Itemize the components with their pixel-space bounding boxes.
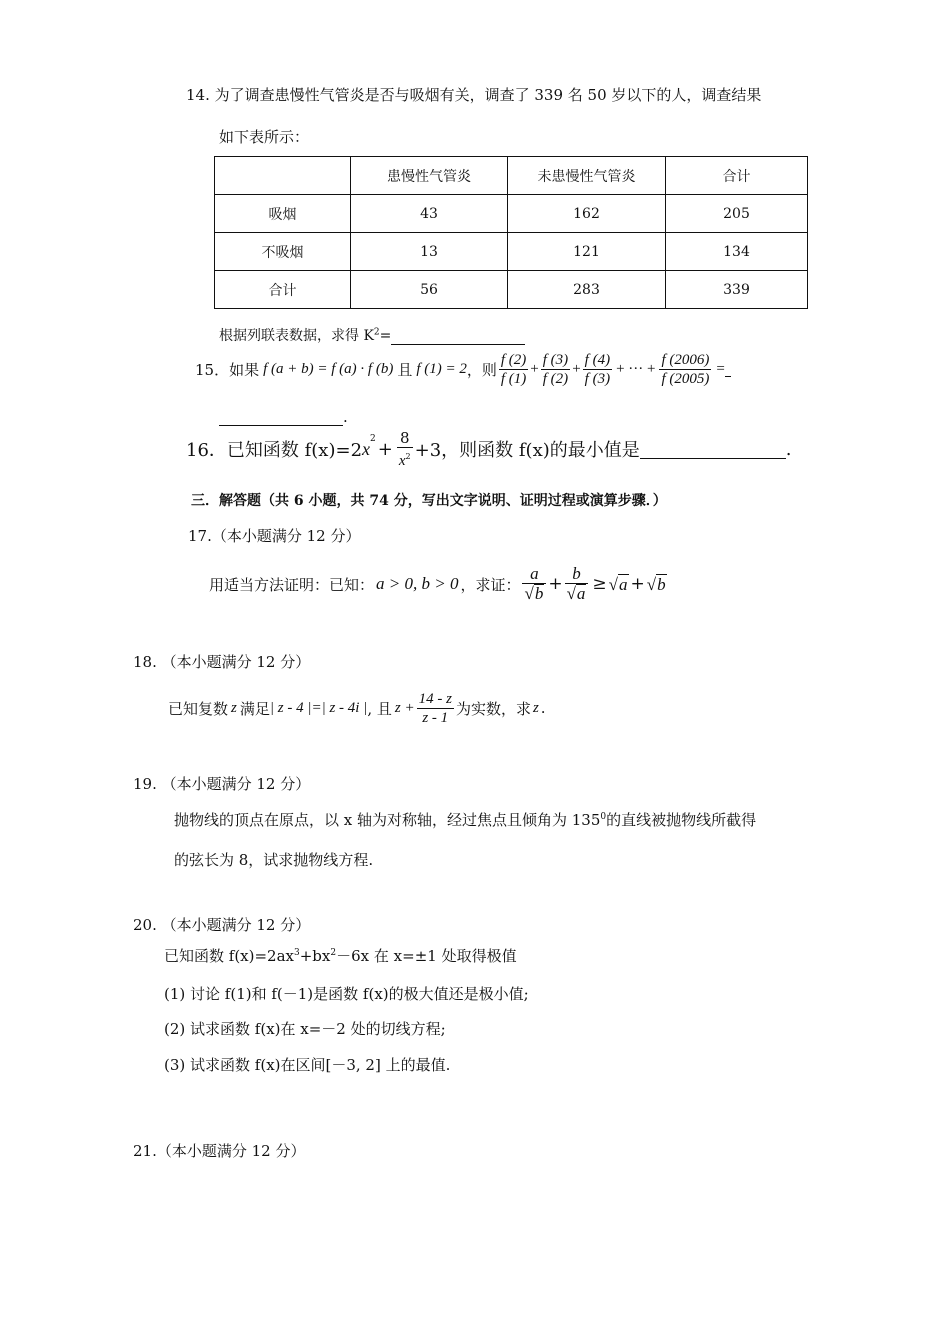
q17-fraction-a: $\frac{a}{√b}$ — [522, 565, 546, 603]
table-cell: 不吸烟 — [215, 233, 351, 271]
q17-condition: a > 0, b > 0 — [376, 574, 459, 593]
table-header-cell: 合计 — [666, 157, 808, 195]
table-cell: 134 — [666, 233, 808, 271]
q18-suffix: 为实数，求 — [455, 699, 531, 718]
q15-end: . — [343, 408, 348, 426]
q17-plus: + — [630, 574, 645, 594]
table-row — [215, 233, 808, 271]
table-cell: 13 — [351, 233, 508, 271]
q17-fraction-b: $\frac{b}{√a}$ — [565, 565, 589, 603]
q15-premise: f (a + b) = f (a) · f (b) — [263, 360, 394, 377]
q18-meets: 满足 — [239, 699, 270, 718]
table-cell: 吸烟 — [215, 195, 351, 233]
q15-fraction: $\frac{f (2006)}{f (2005)}$ — [661, 351, 710, 387]
table-cell: 56 — [351, 271, 508, 309]
q18-z-plus: z + — [394, 699, 415, 716]
q20-intro-c: －6x 在 x= — [336, 947, 415, 965]
q17-plus: + — [548, 574, 563, 594]
q14-line1: 14. 为了调查患慢性气管炎是否与吸烟有关，调查了 339 名 50 岁以下的人，调查结果 — [186, 86, 762, 104]
q14-answer-line — [219, 325, 525, 345]
q15-answer-blank[interactable] — [219, 411, 343, 426]
q16-sup: 2 — [370, 434, 376, 444]
q20-intro-b: +bx — [299, 947, 331, 965]
q18-line — [168, 682, 546, 734]
q15-number: 15．如果 — [195, 360, 260, 379]
q16-end: . — [785, 438, 792, 460]
q20-sup3: 3 — [294, 948, 300, 958]
q20-item-2: (2) 试求函数 f(x)在 x=－2 处的切线方程; — [164, 1020, 446, 1038]
q17-title: 17.（本小题满分 12 分） — [188, 527, 361, 545]
table-cell: 205 — [666, 195, 808, 233]
q15-fraction: $\frac{f (3)}{f (2)}$ — [542, 351, 569, 387]
q20-sup2: 2 — [330, 948, 337, 958]
q14-answer-blank[interactable] — [391, 330, 525, 345]
q15-fraction: $\frac{f (2)}{f (1)}$ — [500, 351, 527, 387]
q20-intro-a: 已知函数 f(x)=2ax — [164, 947, 294, 965]
q20-item-3: (3) 试求函数 f(x)在区间[－3, 2] 上的最值. — [164, 1056, 451, 1074]
q21-title: 21.（本小题满分 12 分） — [133, 1142, 306, 1160]
q15-line2 — [219, 408, 348, 426]
q20-intro — [164, 945, 517, 966]
q16-line — [186, 426, 791, 472]
q20-intro-d: 1 处取得极值 — [427, 947, 517, 965]
table-cell: 合计 — [215, 271, 351, 309]
q17-mid: ，求证： — [460, 575, 521, 594]
q19-sup: 0 — [600, 812, 607, 822]
q15-condition: f (1) = 2 — [416, 360, 467, 377]
q20-title: 20. （本小题满分 12 分） — [133, 916, 311, 934]
table-cell: 283 — [508, 271, 666, 309]
q19-line1-b: 的直线被抛物线所截得 — [606, 811, 757, 829]
q14-answer-prefix: 根据列联表数据，求得 K — [219, 328, 374, 344]
q16-fraction: $\frac{8}{x^2}$ — [398, 428, 411, 469]
q17-prefix: 用适当方法证明：已知： — [209, 575, 375, 594]
table-header-cell — [215, 157, 351, 195]
q14-answer-eq: = — [379, 328, 392, 344]
q18-abs-expr: | z - 4 |=| z - 4i | — [269, 699, 368, 716]
table-cell: 339 — [666, 271, 808, 309]
q19-line2: 的弦长为 8，试求抛物线方程. — [174, 851, 374, 869]
table-header-cell: 未患慢性气管炎 — [508, 157, 666, 195]
q14-line2: 如下表所示： — [219, 128, 310, 146]
contingency-table — [214, 156, 808, 309]
q17-geq: ≥ — [592, 574, 607, 594]
q18-and: , 且 — [367, 699, 392, 718]
q20-item-1: (1) 讨论 f(1)和 f(－1)是函数 f(x)的极大值还是极小值; — [164, 985, 529, 1003]
q18-z: z — [231, 699, 237, 716]
q14-answer-sup: 2 — [373, 327, 380, 338]
q15-dots: + ··· + — [616, 360, 656, 377]
table-row — [215, 195, 808, 233]
table-row — [215, 271, 808, 309]
q16-plus: + — [377, 438, 393, 460]
q15-blank-start[interactable] — [725, 362, 731, 377]
q16-answer-blank[interactable] — [640, 440, 786, 459]
table-cell: 121 — [508, 233, 666, 271]
q16-x: x — [362, 438, 371, 459]
q17-sqrt-a: √a — [608, 574, 628, 594]
q18-title: 18. （本小题满分 12 分） — [133, 653, 311, 671]
q18-prefix: 已知复数 — [168, 699, 229, 718]
q15-plus: + — [572, 360, 581, 377]
q15-and: 且 — [397, 360, 413, 379]
table-cell: 162 — [508, 195, 666, 233]
q19-line1 — [174, 809, 756, 830]
q15-eq: = — [716, 360, 725, 377]
table-cell: 43 — [351, 195, 508, 233]
q17-line — [209, 558, 667, 610]
q19-line1-a: 抛物线的顶点在原点，以 x 轴为对称轴，经过焦点且倾角为 135 — [174, 811, 601, 829]
q18-end: . — [540, 699, 546, 717]
table-header-row — [215, 157, 808, 195]
q15-fraction: $\frac{f (4)}{f (3)}$ — [584, 351, 611, 387]
q15-line — [195, 346, 731, 392]
table-header-cell: 患慢性气管炎 — [351, 157, 508, 195]
q16-prefix: 16．已知函数 f(x)=2 — [186, 440, 363, 461]
q16-rest: +3，则函数 f(x)的最小值是 — [414, 440, 640, 461]
q15-then: ，则 — [466, 360, 497, 379]
q20-pm: ± — [414, 947, 428, 965]
q18-fraction: $\frac{14 - z}{z - 1}$ — [418, 690, 452, 726]
section-3-heading: 三．解答题（共 6 小题，共 74 分，写出文字说明、证明过程或演算步骤．） — [191, 493, 667, 509]
q15-plus: + — [530, 360, 539, 377]
q18-z-end: z — [532, 699, 539, 716]
q17-sqrt-b: √b — [646, 574, 666, 594]
q19-title: 19. （本小题满分 12 分） — [133, 775, 311, 793]
